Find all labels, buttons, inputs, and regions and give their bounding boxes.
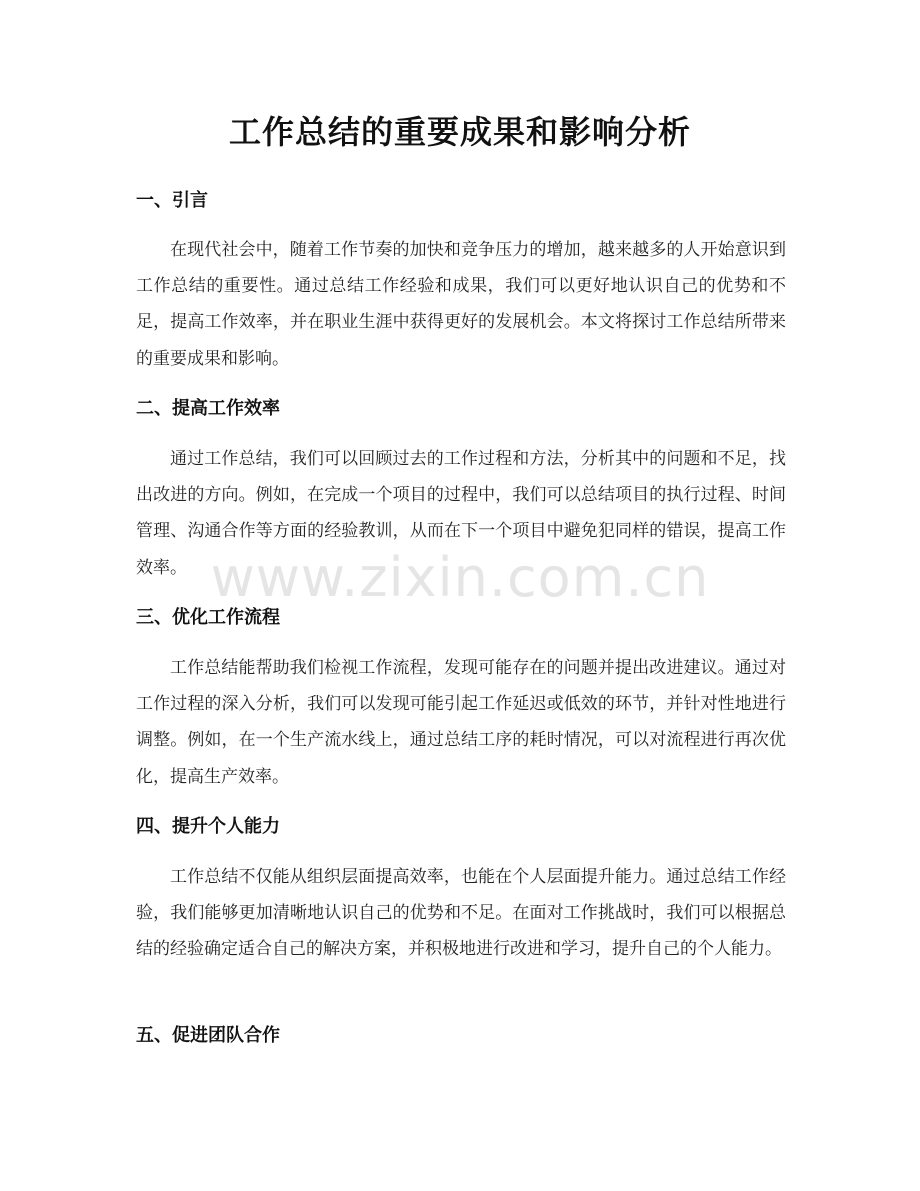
section-paragraph-personal: 工作总结不仅能从组织层面提高效率，也能在个人层面提升能力。通过总结工作经验，我们能够更加清晰地认识自己的优势和不足。在面对工作挑战时，我们可以根据总结的经验确定适合自己的解决方案，并积极地进行改进和学习，提升自己的个人能力。 [136,867,786,960]
page-title: 工作总结的重要成果和影响分析 [228,113,691,151]
section-heading-efficiency: 二、提高工作效率 [136,398,280,419]
section-paragraph-intro: 在现代社会中，随着工作节奏的加快和竞争压力的增加，越来越多的人开始意识到工作总结的重要性。通过总结工作经验和成果，我们可以更好地认识自己的优势和不足，提高工作效率，并在职业生涯中获得更好的发展机会。本文将探讨工作总结所带来的重要成果和影响。 [136,240,786,369]
section-paragraph-workflow: 工作总结能帮助我们检视工作流程，发现可能存在的问题并提出改进建议。通过对工作过程的深入分析，我们可以发现可能引起工作延迟或低效的环节，并针对性地进行调整。例如，在一个生产流水线上，通过总结工序的耗时情况，可以对流程进行再次优化，提高生产效率。 [136,658,786,787]
section-paragraph-efficiency: 通过工作总结，我们可以回顾过去的工作过程和方法，分析其中的问题和不足，找出改进的方向。例如，在完成一个项目的过程中，我们可以总结项目的执行过程、时间管理、沟通合作等方面的经验教训，从而在下一个项目中避免犯同样的错误，提高工作效率。 [136,449,786,578]
section-heading-workflow: 三、优化工作流程 [136,607,280,628]
watermark-text: www.zixin.com.cn [210,546,710,609]
section-heading-personal: 四、提升个人能力 [136,816,280,837]
section-heading-teamwork: 五、促进团队合作 [136,1025,280,1046]
section-heading-intro: 一、引言 [136,190,208,211]
